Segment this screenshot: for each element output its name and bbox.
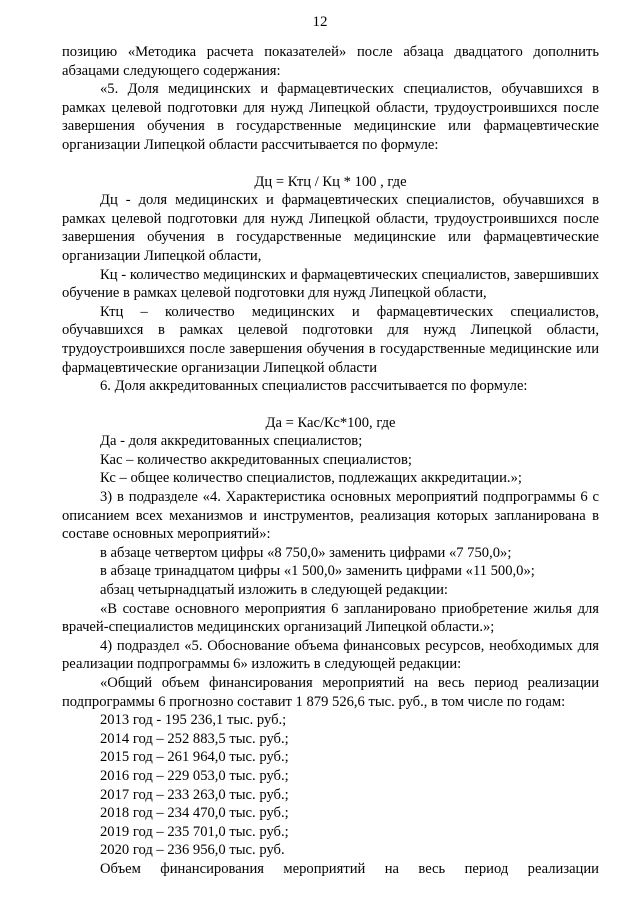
paragraph: в абзаце четвертом цифры «8 750,0» заменить цифрами «7 750,0»;: [100, 544, 512, 561]
paragraph: абзац четырнадцатый изложить в следующей редакции:: [100, 582, 448, 599]
page-number: 12: [312, 14, 328, 30]
year-line: 2019 год – 235 701,0 тыс. руб.;: [100, 823, 289, 840]
paragraph: Дц - доля медицинских и фармацевтических специалистов, обучавшихся в рамках целевой подготовки для нужд Липецкой области, трудоустроившихся после завершения обучения в государственные медицинские или фармацевтические организации Липецкой области,: [62, 192, 599, 264]
paragraph: Кас – количество аккредитованных специалистов;: [100, 451, 412, 468]
paragraph: Да - доля аккредитованных специалистов;: [100, 433, 363, 450]
paragraph: «Общий объем финансирования мероприятий на весь период реализации подпрограммы 6 прогнозно составит 1 879 526,6 тыс. руб., в том числе по годам:: [62, 675, 599, 710]
formula: Дц = Ктц / Кц * 100 , где: [254, 173, 407, 190]
paragraph: 3) в подразделе «4. Характеристика основных мероприятий подпрограммы 6 с описанием всех механизмов и инструментов, реализация которых запланирована в составе основных мероприятий»:: [62, 489, 599, 543]
year-line: 2020 год – 236 956,0 тыс. руб.: [100, 842, 285, 859]
paragraph: «5. Доля медицинских и фармацевтических специалистов, обучавшихся в рамках целевой подготовки для нужд Липецкой области, трудоустроившихся после завершения обучения в государственные медицинские или фармацевтические организации Липецкой области рассчитывается по формуле:: [62, 81, 599, 153]
paragraph: «В составе основного мероприятия 6 запланировано приобретение жилья для врачей-специалистов медицинских организаций Липецкой области.»;: [62, 600, 599, 636]
formula: Да = Кас/Кс*100, где: [265, 414, 396, 431]
paragraph: Кс – общее количество специалистов, подлежащих аккредитации.»;: [100, 470, 522, 487]
year-line: 2017 год – 233 263,0 тыс. руб.;: [100, 786, 289, 803]
year-line: 2018 год – 234 470,0 тыс. руб.;: [100, 805, 289, 822]
year-line: 2014 год – 252 883,5 тыс. руб.;: [100, 730, 289, 747]
year-line: 2015 год – 261 964,0 тыс. руб.;: [100, 749, 289, 766]
year-line: 2016 год – 229 053,0 тыс. руб.;: [100, 767, 289, 784]
paragraph: Ктц – количество медицинских и фармацевтических специалистов, обучавшихся в рамках целевой подготовки для нужд Липецкой области, трудоустроившихся после завершения обучения в государственные медицинские или фармацевтические организации Липецкой области: [62, 303, 599, 376]
paragraph: Объем финансирования мероприятий на весь период реализации: [100, 860, 599, 877]
paragraph: 4) подраздел «5. Обоснование объема финансовых ресурсов, необходимых для реализации подпрограммы 6» изложить в следующей редакции:: [62, 637, 599, 673]
year-line: 2013 год - 195 236,1 тыс. руб.;: [100, 712, 287, 729]
document-body: [62, 43, 599, 879]
paragraph: позицию «Методика расчета показателей» после абзаца двадцатого дополнить абзацами следующего содержания:: [62, 44, 599, 79]
paragraph: в абзаце тринадцатом цифры «1 500,0» заменить цифрами «11 500,0»;: [100, 563, 535, 580]
paragraph: 6. Доля аккредитованных специалистов рассчитывается по формуле:: [100, 378, 528, 395]
paragraph: Кц - количество медицинских и фармацевтических специалистов, завершивших обучение в рамках целевой подготовки для нужд Липецкой области,: [62, 266, 599, 302]
